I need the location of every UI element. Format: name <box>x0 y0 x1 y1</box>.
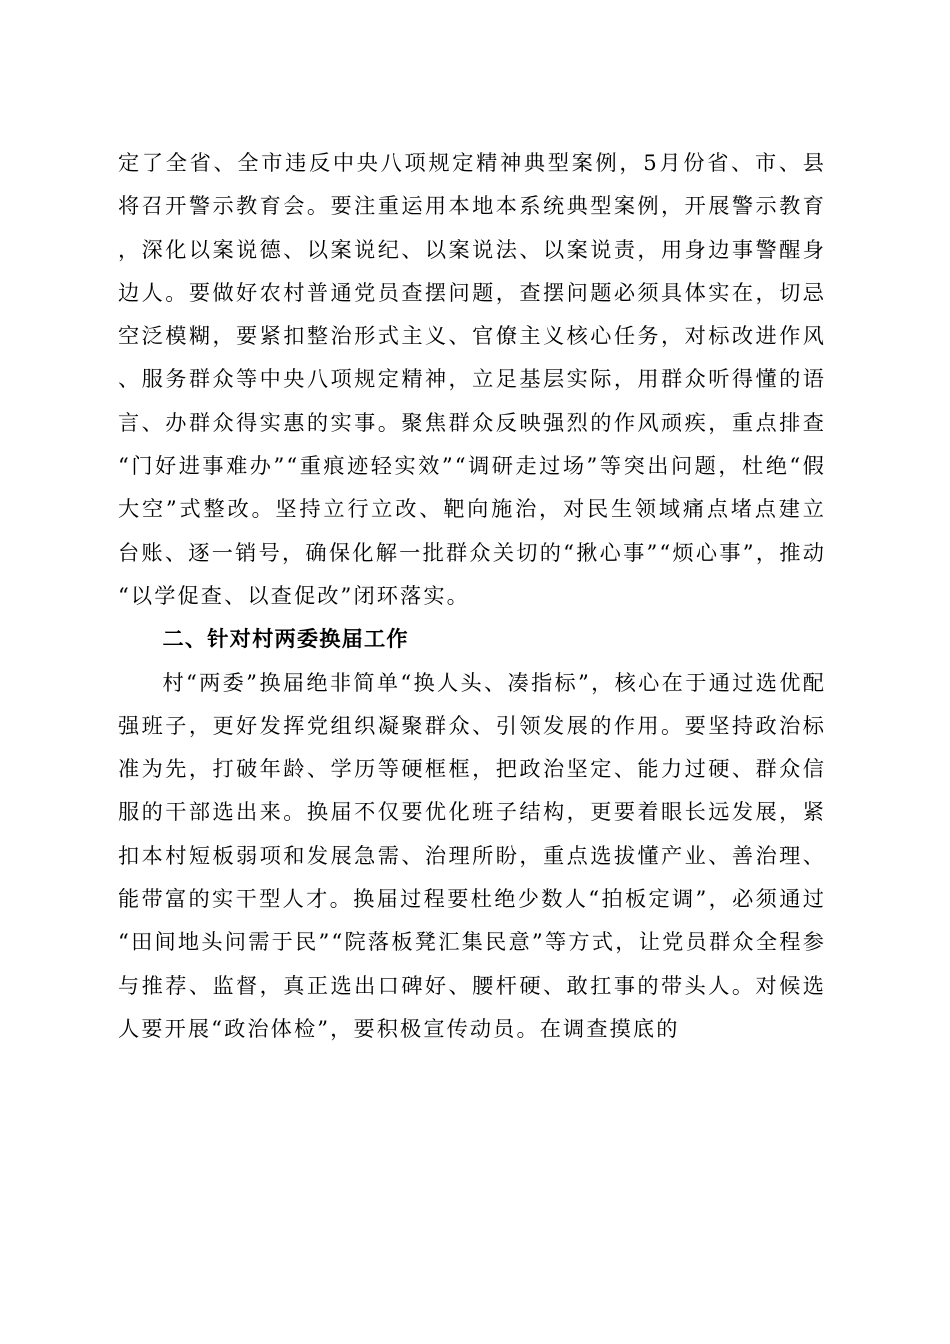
body-paragraph-continued: 定了全省、全市违反中央八项规定精神典型案例，5月份省、市、县将召开警示教育会。要注重运用本地本系统典型案例，开展警示教育，深化以案说德、以案说纪、以案说法、以案说责，用身边事警醒身边人。要做好农村普通党员查摆问题，查摆问题必须具体实在，切忌空泛模糊，要紧扣整治形式主义、官僚主义核心任务，对标改进作风、服务群众等中央八项规定精神，立足基层实际，用群众听得懂的语言、办群众得实惠的实事。聚焦群众反映强烈的作风顽疾，重点排查“门好进事难办”“重痕迹轻实效”“调研走过场”等突出问题，杜绝“假大空”式整改。坚持立行立改、靶向施治，对民生领域痛点堵点建立台账、逐一销号，确保化解一批群众关切的“揪心事”“烦心事”，推动“以学促查、以查促改”闭环落实。 <box>118 150 826 608</box>
body-paragraph-section-2: 村“两委”换届绝非简单“换人头、凑指标”，核心在于通过选优配强班子，更好发挥党组织凝聚群众、引领发展的作用。要坚持政治标准为先，打破年龄、学历等硬框框，把政治坚定、能力过硬、群众信服的干部选出来。换届不仅要优化班子结构，更要着眼长远发展，紧扣本村短板弱项和发展急需、治理所盼，重点选拔懂产业、善治理、能带富的实干型人才。换届过程要杜绝少数人“拍板定调”，必须通过“田间地头问需于民”“院落板凳汇集民意”等方式，让党员群众全程参与推荐、监督，真正选出口碑好、腰杆硬、敢扛事的带头人。对候选人要开展“政治体检”，要积极宣传动员。在调查摸底的 <box>118 669 826 1041</box>
section-heading: 二、针对村两委换届工作 <box>162 626 409 652</box>
document-body <box>118 141 826 1050</box>
